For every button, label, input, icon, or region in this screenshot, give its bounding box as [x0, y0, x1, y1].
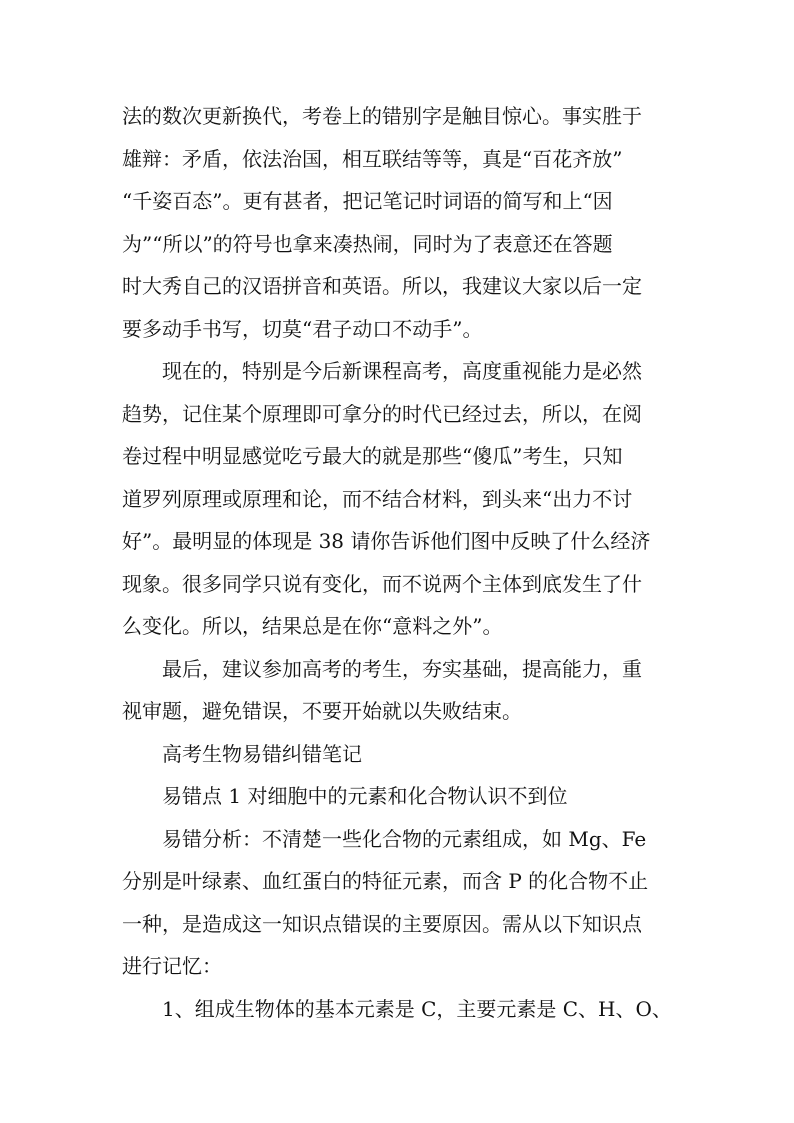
text-line-5: 时大秀自己的汉语拼音和英语。所以，我建议大家以后一定 [122, 274, 642, 298]
text-line-1: 法的数次更新换代，考卷上的错别字是触目惊心。事实胜于 [122, 104, 642, 128]
text-line-4: 为”“所以”的符号也拿来凑热闹，同时为了表意还在答题 [122, 232, 613, 256]
text-line-8: 趋势，记住某个原理即可拿分的时代已经过去，所以，在阅 [122, 402, 642, 426]
paragraph-start-line: 最后，建议参加高考的考生，夯实基础，提高能力，重 [162, 657, 642, 681]
text-line-6: 要多动手书写，切莫“君子动口不动手”。 [122, 317, 483, 341]
subsection-heading: 易错点 1 对细胞中的元素和化合物认识不到位 [162, 784, 568, 808]
text-line-13: 么变化。所以，结果总是在你“意料之外”。 [122, 614, 503, 638]
text-line-19: 分别是叶绿素、血红蛋白的特征元素，而含 P 的化合物不止 [122, 869, 649, 893]
text-line-21: 进行记忆： [122, 954, 222, 978]
text-line-15: 视审题，避免错误，不要开始就以失败结束。 [122, 699, 522, 723]
text-line-2: 雄辩：矛盾，依法治国，相互联结等等，真是“百花齐放” [122, 147, 623, 171]
text-line-10: 道罗列原理或原理和论，而不结合材料，到头来“出力不讨 [122, 487, 633, 511]
paragraph-start-line: 现在的，特别是今后新课程高考，高度重视能力是必然 [162, 359, 642, 383]
list-item-line: 1、组成生物体的基本元素是 C，主要元素是 C、H、O、 [162, 997, 672, 1021]
section-heading: 高考生物易错纠错笔记 [162, 742, 362, 766]
text-line-12: 现象。很多同学只说有变化，而不说两个主体到底发生了什 [122, 572, 642, 596]
text-line-20: 一种，是造成这一知识点错误的主要原因。需从以下知识点 [122, 912, 642, 936]
text-line-11: 好”。最明显的体现是 38 请你告诉他们图中反映了什么经济 [122, 529, 651, 553]
text-line-3: “千姿百态”。更有甚者，把记笔记时词语的简写和上“因 [122, 189, 613, 213]
text-line-9: 卷过程中明显感觉吃亏最大的就是那些“傻瓜”考生，只知 [122, 444, 623, 468]
paragraph-start-line: 易错分析：不清楚一些化合物的元素组成，如 Mg、Fe [162, 827, 647, 851]
